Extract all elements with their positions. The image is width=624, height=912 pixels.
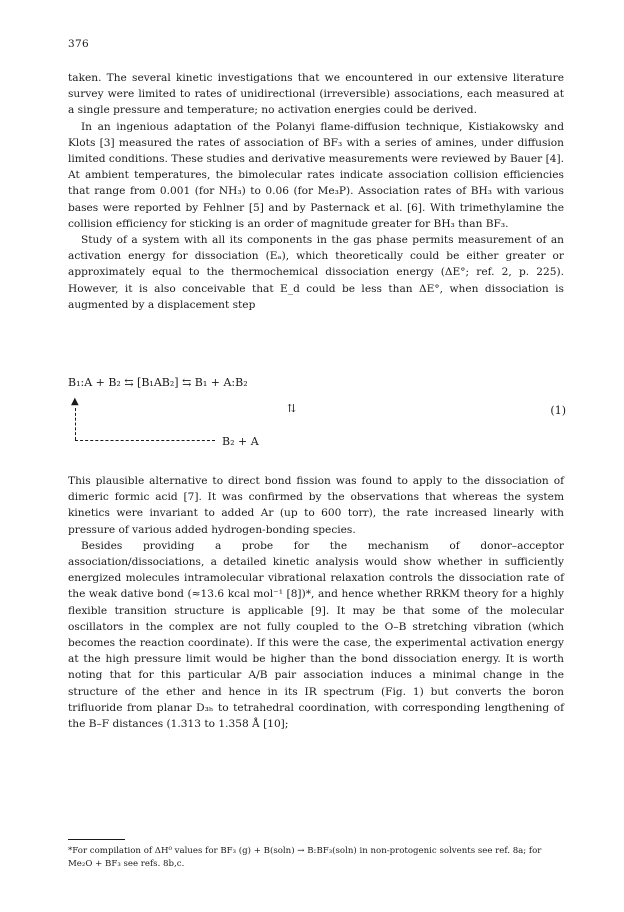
footnote: *For compilation of ΔH⁰ values for BF₃ (g) + B(soln) → B:BF₃(soln) in non-protogenic solvents see ref. 8a; for Me₂O + BF₃ see refs. 8b,c. [68, 846, 542, 869]
paragraph-donor-acceptor: Besides providing a probe for the mechanism of donor–acceptor association/dissociations, a detailed kinetic analysis would show whether in sufficiently energized molecules intramolecular vibrational relaxation controls the dissociation rate of the weak dative bond (≈13.6 kcal mol⁻¹ [8])*, and hence whether RRKM theory for a highly flexible transition structure is applicable [9]. It may be that some of the molecular oscillators in the complex are not fully coupled to the O–B stretching vibration (which becomes the reaction coordinate). If this were the case, the experimental activation energy at the high pressure limit would be higher than the bond dissociation energy. It is worth noting that for this particular A/B pair association induces a minimal change in the structure of the ether and hence in its IR spectrum (Fig. 1) but converts the boron trifluoride from planar D₃ₕ to tetrahedral coordination, with corresponding lengthening of the B–F distances (1.313 to 1.358 Å [10]; [68, 539, 564, 731]
paragraph-activation-energy: Study of a system with all its components in the gas phase permits measurement of an activation energy for dissociation (Eₐ), which theoretically could be either greater or approximately equal to the thermochemical dissociation energy (ΔE°; ref. 2, p. 225). However, it is also conceivable that E_d could be less than ΔE°, when dissociation is augmented by a displacement step [68, 234, 564, 311]
equation-dashed-vertical [75, 408, 76, 440]
paragraph-continuation: taken. The several kinetic investigations that we encountered in our extensive literature survey were limited to rates of unidirectional (irreversible) associations, each measured at a single pressure and temperature; no activation energies could be derived. [68, 72, 564, 117]
footnote-divider [68, 839, 125, 840]
paragraph-kistiakowsky: In an ingenious adaptation of the Polanyi flame-diffusion technique, Kistiakowsky and Klots [3] measured the rates of association of BF₃ with a series of amines, under diffusion limited conditions. These studies and derivative measurements were reviewed by Bauer [4]. At ambient temperatures, the bimolecular rates indicate association collision efficiencies that range from 0.001 (for NH₃) to 0.06 (for Me₃P). Association rates of BH₃ with various bases were reported by Fehlner [5] and by Pasternack et al. [6]. With trimethylamine the collision efficiency for sticking is an order of magnitude greater for BH₃ than BF₃. [68, 120, 564, 230]
equation-number: (1) [550, 404, 566, 417]
equation-dashed-horizontal [75, 440, 215, 441]
arrow-up-icon: ▲ [71, 396, 79, 407]
equation-branch: B₂ + A [222, 435, 259, 448]
paragraph-formic-acid: This plausible alternative to direct bond fission was found to apply to the dissociation of dimeric formic acid [7]. It was confirmed by the observations that whereas the system kinetics were invariant to added Ar (up to 600 torr), the rate increased linearly with pressure of various added hydrogen-bonding species. [68, 475, 564, 536]
page-number: 376 [68, 38, 89, 50]
body-text-top [68, 70, 564, 313]
equilibrium-arrows-icon: ⇅ [287, 402, 297, 415]
equation-main: B₁:A + B₂ ⇆ [B₁AB₂] ⇆ B₁ + A:B₂ [68, 376, 248, 389]
body-text-bottom [68, 473, 564, 732]
